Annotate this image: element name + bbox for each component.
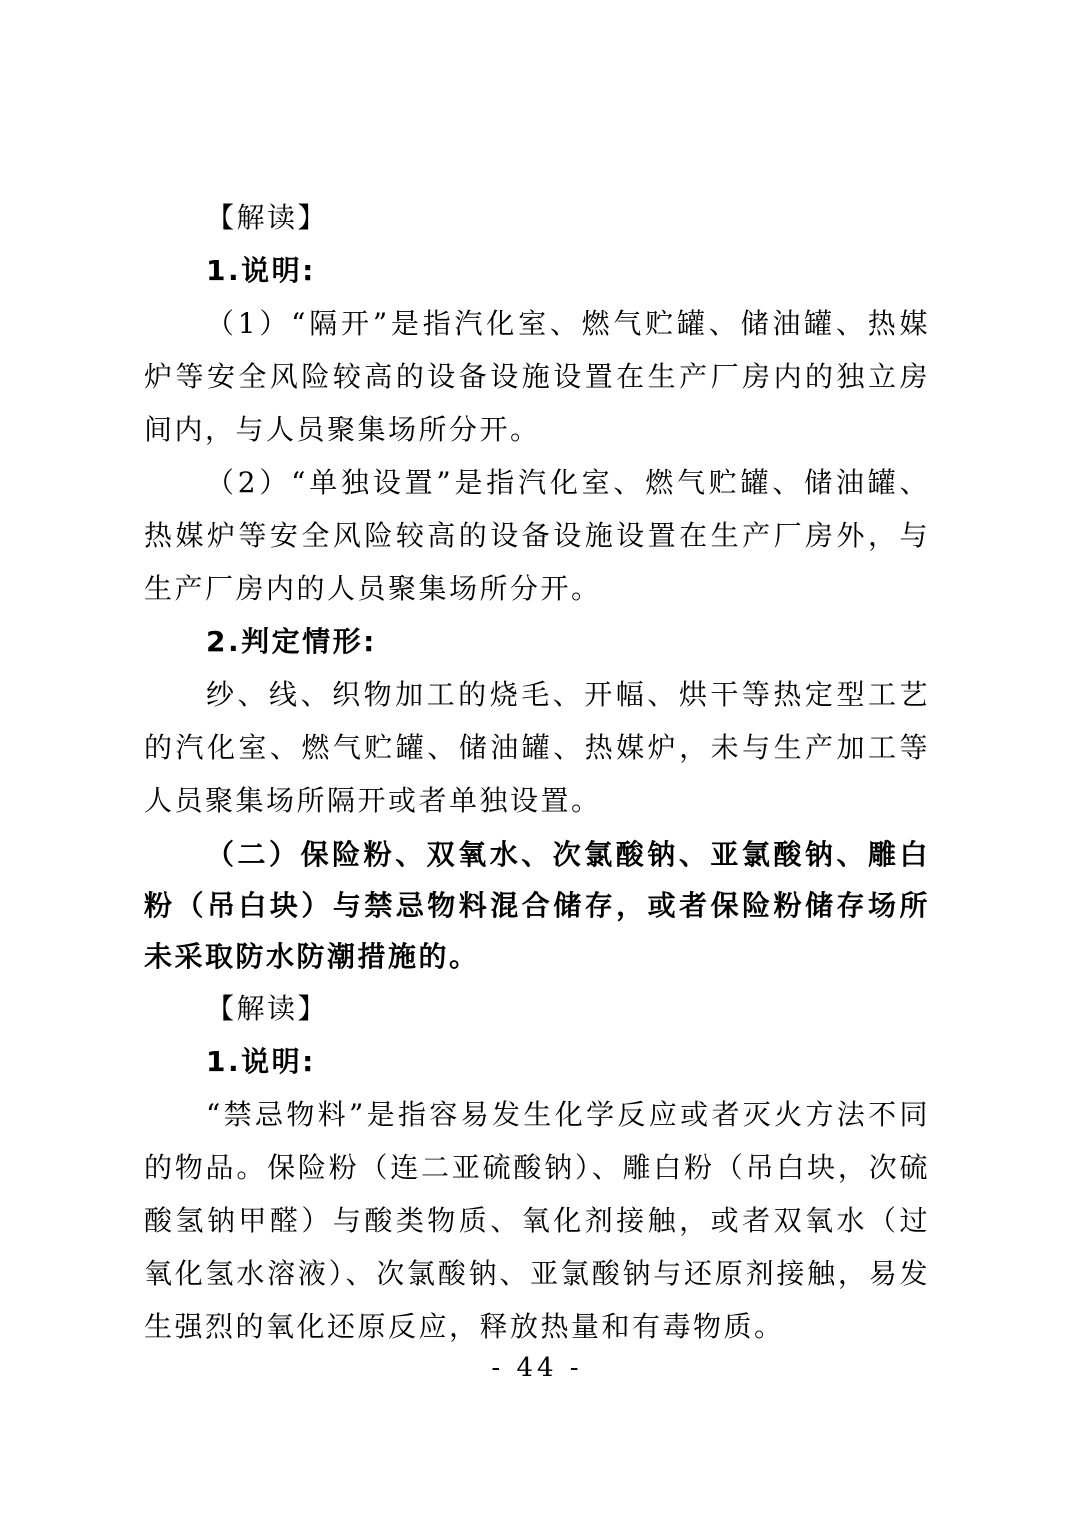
document-body [144, 191, 930, 1353]
section-heading-explanation-2: 1.说明: [206, 1045, 316, 1078]
interpretation-label-2: 【解读】 [206, 992, 329, 1025]
definition-partitioned: （1）“隔开”是指汽化室、燃气贮罐、储油罐、热媒炉等安全风险较高的设备设施设置在生产厂房内的独立房间内，与人员聚集场所分开。 [144, 307, 930, 446]
clause-two-heading: （二）保险粉、双氧水、次氯酸钠、亚氯酸钠、雕白粉（吊白块）与禁忌物料混合储存，或者保险粉储存场所未采取防水防潮措施的。 [144, 838, 930, 973]
interpretation-label-1: 【解读】 [206, 201, 329, 234]
section-heading-explanation-1: 1.说明: [206, 254, 316, 287]
section-heading-criteria: 2.判定情形: [206, 625, 377, 658]
criteria-paragraph: 纱、线、织物加工的烧毛、开幅、烘干等热定型工艺的汽化室、燃气贮罐、储油罐、热媒炉，未与生产加工等人员聚集场所隔开或者单独设置。 [144, 678, 930, 817]
definition-incompatible-materials: “禁忌物料”是指容易发生化学反应或者灭火方法不同的物品。保险粉（连二亚硫酸钠）、雕白粉（吊白块，次硫酸氢钠甲醛）与酸类物质、氧化剂接触，或者双氧水（过氧化氢水溶液）、次氯酸钠、亚氯酸钠与还原剂接触，易发生强烈的氧化还原反应，释放热量和有毒物质。 [144, 1098, 930, 1343]
definition-separate-setup: （2）“单独设置”是指汽化室、燃气贮罐、储油罐、热媒炉等安全风险较高的设备设施设置在生产厂房外，与生产厂房内的人员聚集场所分开。 [144, 466, 930, 605]
page-number: - 44 - [491, 1353, 583, 1383]
